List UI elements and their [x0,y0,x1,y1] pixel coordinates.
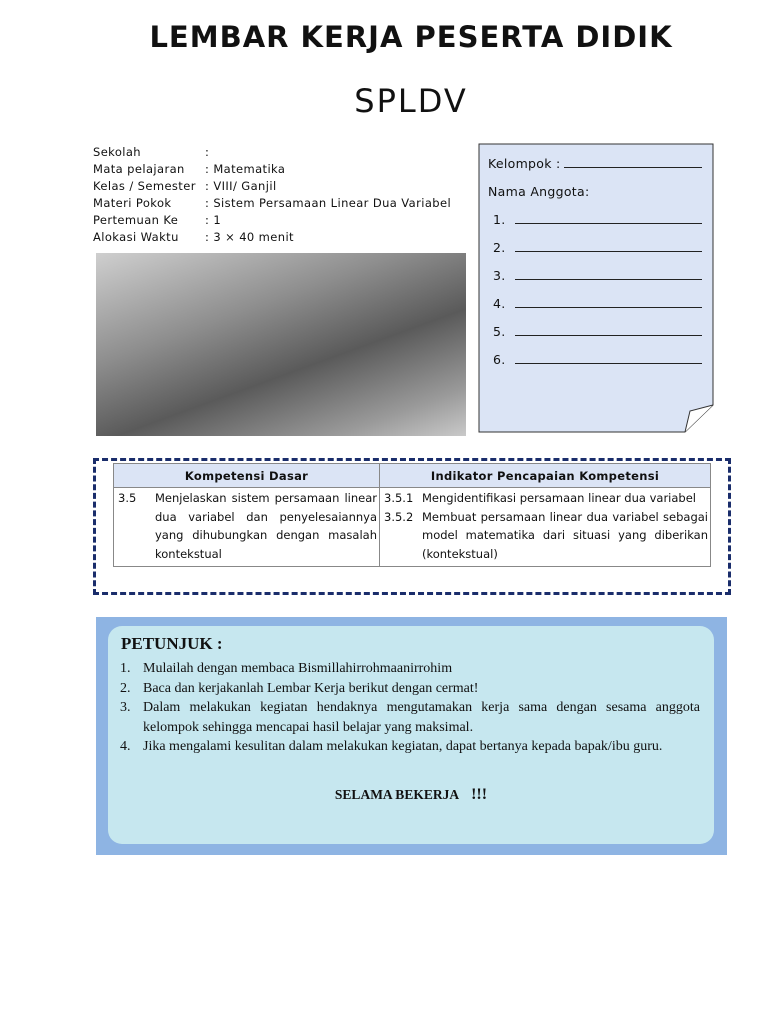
info-value: : [205,145,210,159]
member-row [488,318,702,346]
kd-header: Kompetensi Dasar [114,464,380,488]
kelompok-label: Kelompok : [488,156,561,171]
petunjuk-item [120,698,700,737]
petunjuk-number: 2. [120,680,131,696]
ipk-item [384,508,708,564]
petunjuk-footer [108,786,714,804]
info-label: Alokasi Waktu [93,230,179,244]
member-number: 2. [493,240,506,255]
footer-text: SELAMA BEKERJA [334,787,460,802]
identity-block [93,144,451,246]
member-row [488,206,702,234]
info-row-kelas [93,178,451,195]
info-label: Materi Pokok [93,196,172,210]
group-note-card [478,143,714,433]
member-number: 5. [493,324,506,339]
member-number: 6. [493,352,506,367]
petunjuk-item [120,679,700,699]
info-row-sekolah [93,144,451,161]
member-row [488,262,702,290]
member-row [488,290,702,318]
info-label: Mata pelajaran [93,162,185,176]
info-label: Pertemuan Ke [93,213,179,227]
petunjuk-number: 4. [120,739,131,754]
member-number: 4. [493,296,506,311]
info-row-mapel [93,161,451,178]
info-label: Sekolah [93,145,141,159]
petunjuk-list [120,659,700,757]
competency-row [114,488,711,567]
ipk-text: Mengidentifikasi persamaan linear dua variabel [422,491,696,505]
member-row [488,346,702,374]
member-row [488,234,702,262]
competency-header-row [114,464,711,488]
petunjuk-item [120,659,700,679]
member-field[interactable] [515,262,702,280]
petunjuk-text: Baca dan kerjakanlah Lembar Kerja berikut dengan cermat! [143,680,479,696]
info-row-materi [93,195,451,212]
ipk-text: Membuat persamaan linear dua variabel sebagai model matematika dari situasi yang diberikan (kontekstual) [422,509,708,561]
ipk-cell [380,488,711,567]
petunjuk-item [120,737,700,757]
ipk-header: Indikator Pencapaian Kompetensi [380,464,711,488]
ipk-number: 3.5.2 [384,509,414,524]
member-field[interactable] [515,318,702,336]
anggota-label: Nama Anggota: [488,184,590,199]
info-value: : Matematika [205,162,286,176]
kelompok-field[interactable] [564,150,702,168]
member-field[interactable] [515,346,702,364]
petunjuk-text: Jika mengalami kesulitan dalam melakukan kegiatan, dapat bertanya kepada bapak/ibu guru. [143,739,663,754]
petunjuk-text: Mulailah dengan membaca Bismillahirrohmaanirrohim [143,661,453,676]
kd-number: 3.5 [118,491,137,505]
info-value: : Sistem Persamaan Linear Dua Variabel [205,196,452,210]
info-label: Kelas / Semester [93,179,196,193]
info-value: : VIII/ Ganjil [205,179,277,193]
group-form [488,150,702,374]
info-row-alokasi [93,229,451,246]
ipk-number: 3.5.1 [384,491,414,505]
member-number: 1. [493,212,506,227]
ipk-item [384,489,708,508]
kd-cell [114,488,380,567]
member-field[interactable] [515,234,702,252]
info-row-pertemuan [93,212,451,229]
info-value: : 3 × 40 menit [205,230,294,244]
petunjuk-text: Dalam melakukan kegiatan hendaknya mengutamakan kerja sama dengan sesama anggota kelompok sehingga mencapai hasil belajar yang maksimal. [143,700,700,735]
petunjuk-number: 3. [120,700,131,715]
worksheet-title: LEMBAR KERJA PESERTA DIDIK [149,20,673,54]
member-field[interactable] [515,290,702,308]
competency-table [113,463,711,567]
footer-exclamation: !!! [471,786,488,803]
kelompok-row [488,150,702,178]
info-value: : 1 [205,213,222,227]
member-field[interactable] [515,206,702,224]
classroom-photo [96,253,466,436]
petunjuk-title: PETUNJUK : [121,634,223,653]
petunjuk-number: 1. [120,661,131,676]
member-number: 3. [493,268,506,283]
kd-text: Menjelaskan sistem persamaan linear dua variabel dan penyelesaiannya yang dihubungkan dengan masalah kontekstual [155,491,377,561]
worksheet-subtitle: SPLDV [354,82,468,120]
petunjuk-box [108,626,714,844]
